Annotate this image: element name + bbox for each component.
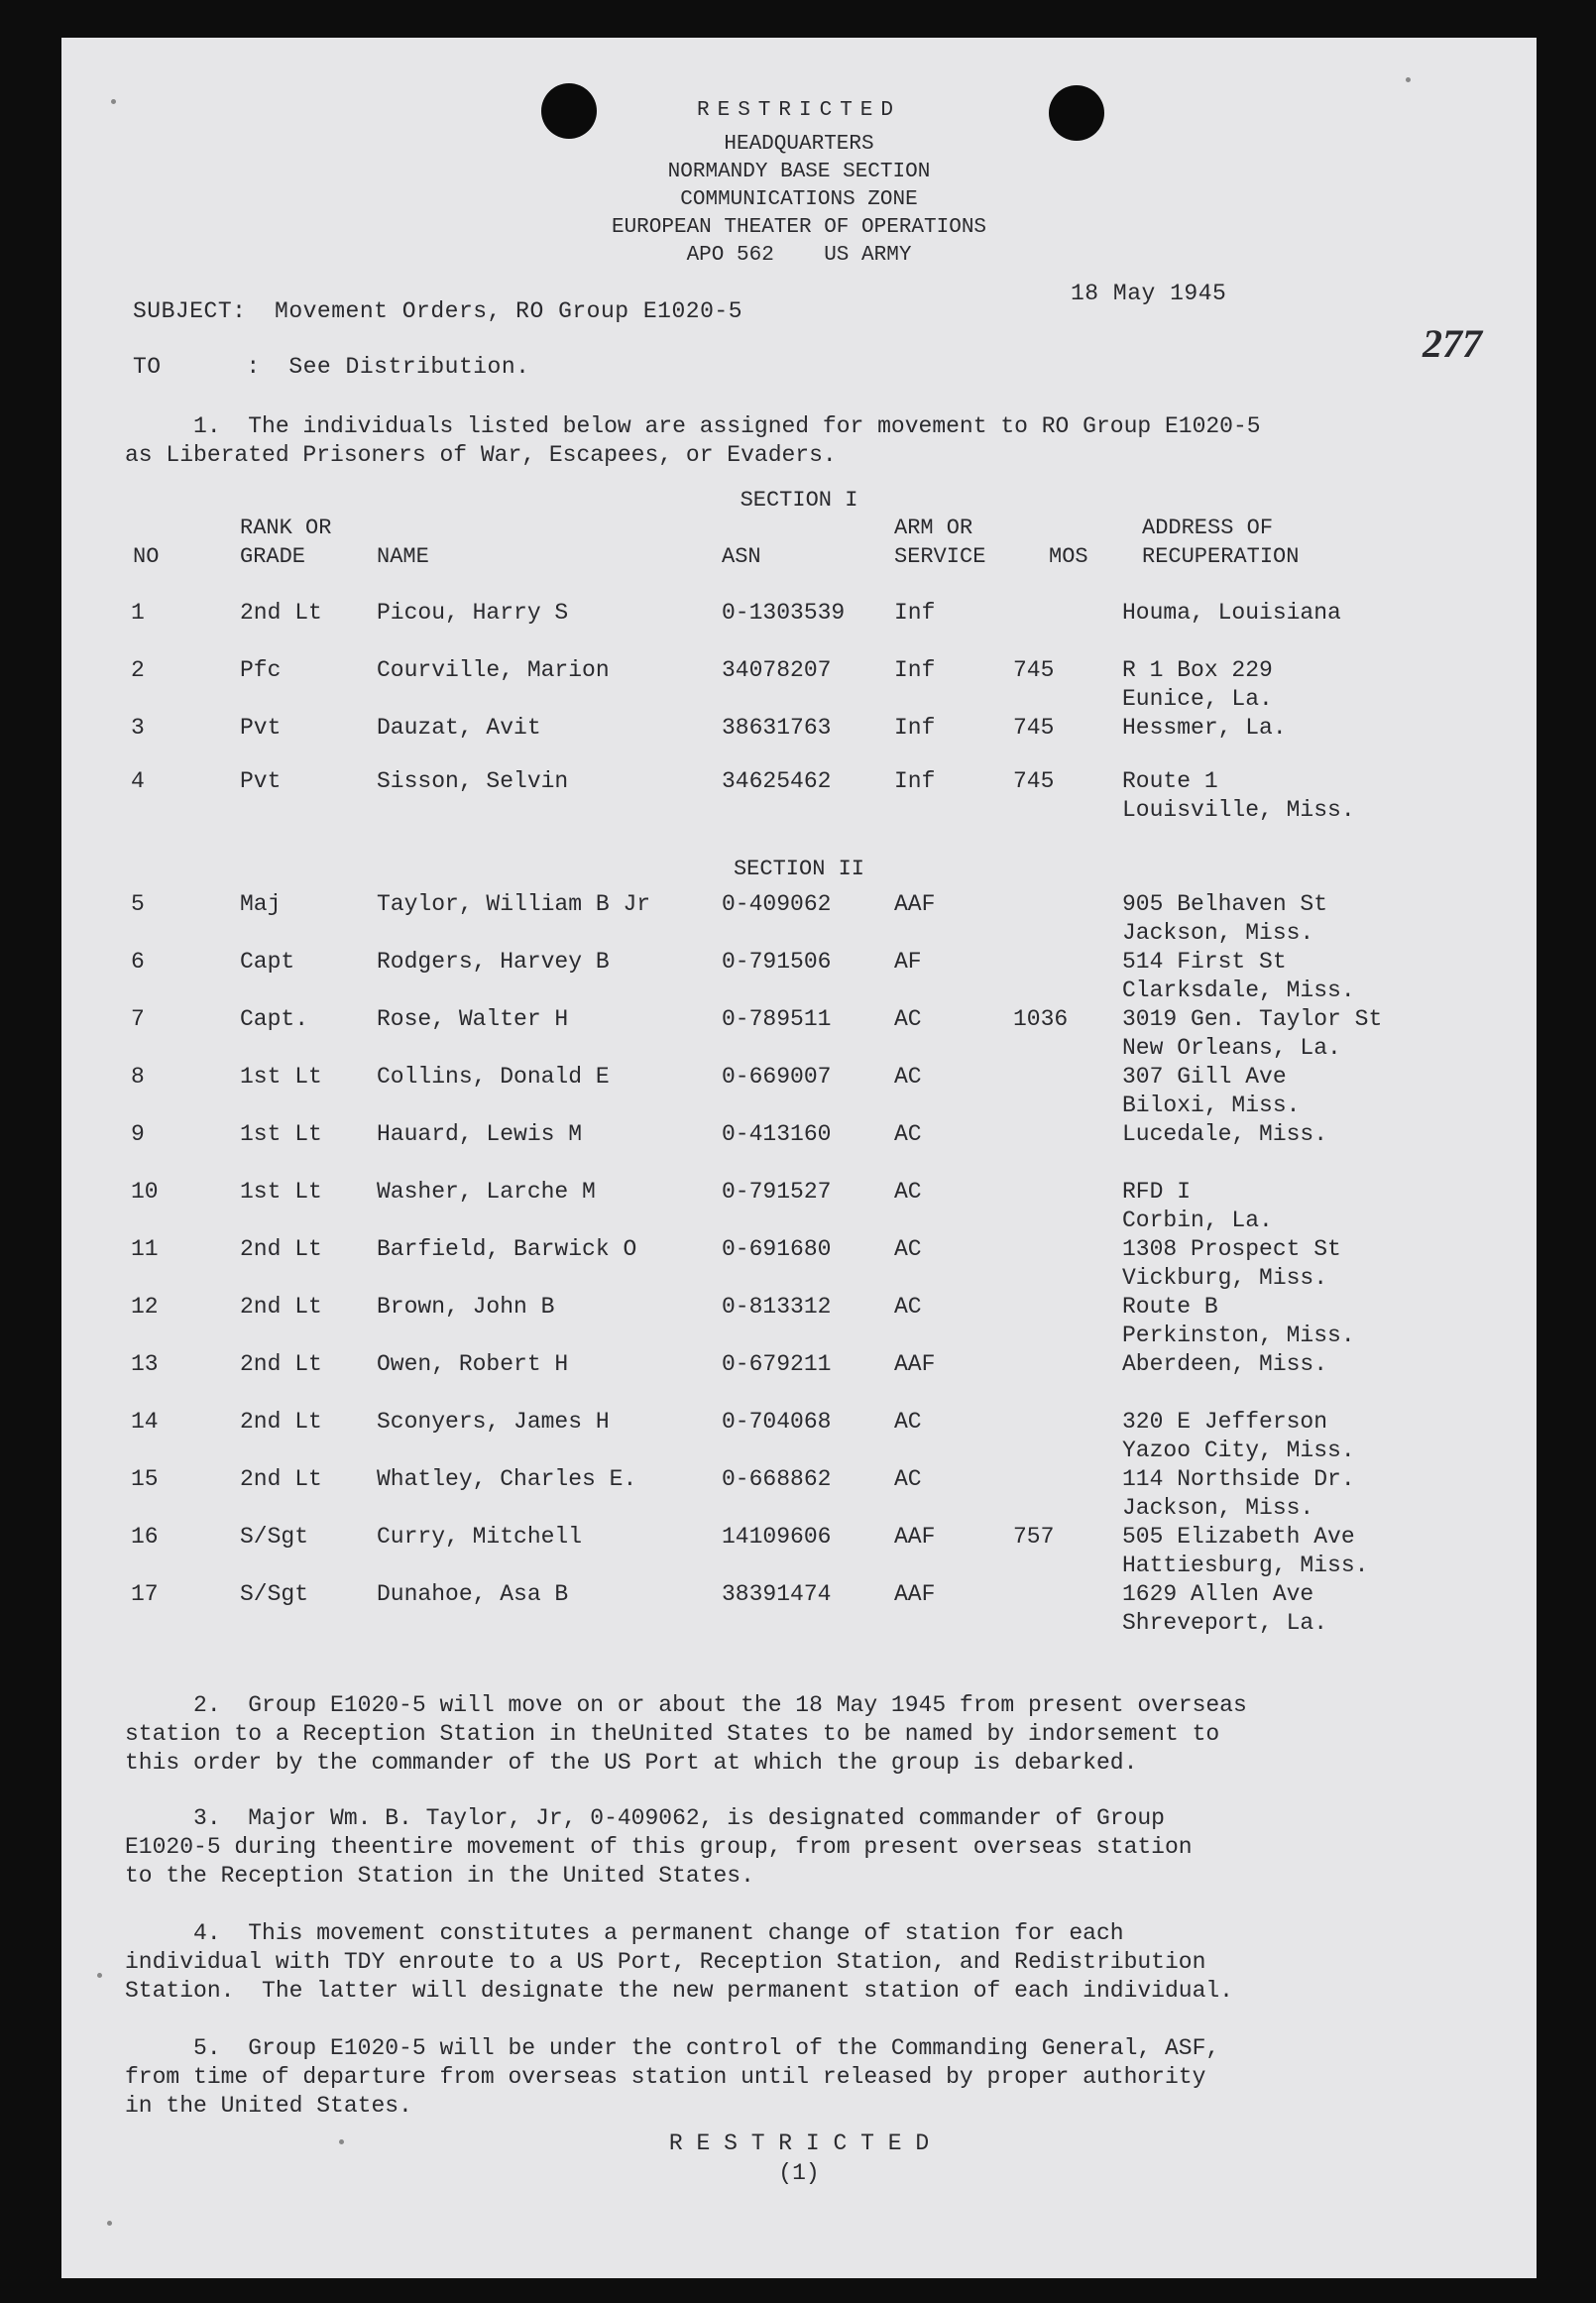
table-row — [61, 1293, 1537, 1352]
row-name: Picou, Harry S — [377, 600, 569, 626]
row-number: 15 — [131, 1466, 159, 1492]
row-name: Barfield, Barwick O — [377, 1236, 637, 1262]
row-rank: 2nd Lt — [240, 1409, 322, 1435]
row-name: Sisson, Selvin — [377, 768, 569, 794]
row-arm: AC — [894, 1236, 922, 1262]
row-rank: Capt — [240, 949, 295, 975]
row-asn: 0-813312 — [722, 1294, 832, 1320]
row-arm: Inf — [894, 657, 936, 683]
row-address: 905 Belhaven St Jackson, Miss. — [1122, 891, 1328, 946]
row-rank: 2nd Lt — [240, 600, 322, 626]
row-number: 2 — [131, 657, 145, 683]
col-header-name: NAME — [377, 544, 429, 569]
row-rank: Pvt — [240, 768, 282, 794]
row-address: Houma, Louisiana — [1122, 600, 1341, 626]
row-arm: AAF — [894, 891, 936, 917]
row-rank: 1st Lt — [240, 1121, 322, 1147]
col-header-arm: ARM OR SERVICE — [894, 516, 986, 569]
to-line: TO : See Distribution. — [133, 354, 530, 380]
header-line: HEADQUARTERS — [724, 133, 874, 156]
row-rank: 1st Lt — [240, 1179, 322, 1205]
row-arm: Inf — [894, 715, 936, 741]
row-number: 5 — [131, 891, 145, 917]
table-row — [61, 948, 1537, 1007]
row-rank: Pvt — [240, 715, 282, 741]
row-asn: 0-669007 — [722, 1064, 832, 1090]
col-header-address: ADDRESS OF RECUPERATION — [1142, 516, 1300, 569]
speck — [107, 2221, 112, 2226]
row-asn: 34625462 — [722, 768, 832, 794]
row-rank: S/Sgt — [240, 1524, 309, 1550]
row-address: Route 1 Louisville, Miss. — [1122, 768, 1355, 823]
col-header-rank: RANK OR GRADE — [240, 516, 332, 569]
row-name: Whatley, Charles E. — [377, 1466, 637, 1492]
row-name: Rose, Walter H — [377, 1006, 569, 1032]
header-line: EUROPEAN THEATER OF OPERATIONS — [611, 216, 987, 239]
classification-top: RESTRICTED — [696, 99, 902, 122]
row-address: Aberdeen, Miss. — [1122, 1351, 1328, 1377]
row-asn: 0-791506 — [722, 949, 832, 975]
section-2-title: SECTION II — [733, 857, 865, 881]
row-mos: 1036 — [1013, 1006, 1069, 1032]
row-number: 6 — [131, 949, 145, 975]
row-number: 8 — [131, 1064, 145, 1090]
row-name: Rodgers, Harvey B — [377, 949, 610, 975]
col-header-asn: ASN — [722, 544, 761, 569]
row-address: 1629 Allen Ave Shreveport, La. — [1122, 1581, 1328, 1636]
row-name: Courville, Marion — [377, 657, 610, 683]
row-arm: AAF — [894, 1581, 936, 1607]
row-number: 4 — [131, 768, 145, 794]
row-rank: 2nd Lt — [240, 1294, 322, 1320]
header-line: COMMUNICATIONS ZONE — [680, 188, 918, 211]
row-name: Brown, John B — [377, 1294, 555, 1320]
table-row — [61, 1235, 1537, 1295]
row-number: 3 — [131, 715, 145, 741]
subject-line: SUBJECT: Movement Orders, RO Group E1020-5 — [133, 298, 742, 324]
document-date: 18 May 1945 — [1071, 281, 1227, 306]
row-address: 320 E Jefferson Yazoo City, Miss. — [1122, 1409, 1355, 1463]
row-arm: AC — [894, 1466, 922, 1492]
row-asn: 0-791527 — [722, 1179, 832, 1205]
table-row — [61, 1580, 1537, 1640]
classification-bottom: R E S T R I C T E D — [668, 2130, 930, 2156]
paragraph-4: 4. This movement constitutes a permanent change of station for each individual with TDY enroute to a US Port, Reception Station, and Redistribution Station. The latter will designate the new permanent station of each individual. — [125, 1920, 1233, 2004]
row-address: R 1 Box 229 Eunice, La. — [1122, 657, 1273, 712]
row-asn: 0-413160 — [722, 1121, 832, 1147]
row-name: Taylor, William B Jr — [377, 891, 651, 917]
row-asn: 38391474 — [722, 1581, 832, 1607]
header-line: NORMANDY BASE SECTION — [667, 161, 931, 183]
row-asn: 0-1303539 — [722, 600, 846, 626]
row-asn: 0-704068 — [722, 1409, 832, 1435]
row-name: Dauzat, Avit — [377, 715, 541, 741]
row-address: 505 Elizabeth Ave Hattiesburg, Miss. — [1122, 1524, 1369, 1578]
row-mos: 757 — [1013, 1524, 1055, 1550]
row-rank: 2nd Lt — [240, 1236, 322, 1262]
row-rank: S/Sgt — [240, 1581, 309, 1607]
row-arm: AC — [894, 1006, 922, 1032]
row-address: 307 Gill Ave Biloxi, Miss. — [1122, 1064, 1301, 1118]
table-row — [61, 1120, 1537, 1180]
col-header-no: NO — [133, 544, 160, 569]
row-asn: 38631763 — [722, 715, 832, 741]
row-name: Hauard, Lewis M — [377, 1121, 583, 1147]
row-rank: 2nd Lt — [240, 1466, 322, 1492]
table-row — [61, 1005, 1537, 1065]
section-1-title: SECTION I — [740, 488, 858, 513]
col-header-mos: MOS — [1049, 544, 1088, 569]
row-name: Sconyers, James H — [377, 1409, 610, 1435]
row-number: 11 — [131, 1236, 159, 1262]
table-row — [61, 1408, 1537, 1467]
row-arm: AF — [894, 949, 922, 975]
row-arm: AC — [894, 1064, 922, 1090]
row-address: RFD I Corbin, La. — [1122, 1179, 1273, 1233]
row-number: 14 — [131, 1409, 159, 1435]
paragraph-1: 1. The individuals listed below are assigned for movement to RO Group E1020-5 as Liberated Prisoners of War, Escapees, or Evaders. — [125, 413, 1261, 468]
row-mos: 745 — [1013, 657, 1055, 683]
row-number: 10 — [131, 1179, 159, 1205]
row-number: 16 — [131, 1524, 159, 1550]
row-number: 17 — [131, 1581, 159, 1607]
row-arm: Inf — [894, 600, 936, 626]
row-address: Lucedale, Miss. — [1122, 1121, 1328, 1147]
row-number: 13 — [131, 1351, 159, 1377]
row-arm: AC — [894, 1409, 922, 1435]
table-row — [61, 714, 1537, 773]
row-name: Dunahoe, Asa B — [377, 1581, 569, 1607]
row-address: 114 Northside Dr. Jackson, Miss. — [1122, 1466, 1355, 1521]
speck — [97, 1973, 102, 1978]
row-name: Owen, Robert H — [377, 1351, 569, 1377]
row-asn: 34078207 — [722, 657, 832, 683]
row-address: Hessmer, La. — [1122, 715, 1287, 741]
document-number: 277 — [1423, 321, 1482, 366]
row-rank: Maj — [240, 891, 282, 917]
paragraph-5: 5. Group E1020-5 will be under the control of the Commanding General, ASF, from time of departure from overseas station until released by proper authority in the United States. — [125, 2035, 1220, 2119]
table-row — [61, 1465, 1537, 1525]
row-asn: 0-691680 — [722, 1236, 832, 1262]
row-name: Collins, Donald E — [377, 1064, 610, 1090]
row-asn: 14109606 — [722, 1524, 832, 1550]
speck — [1406, 77, 1411, 82]
row-address: Route B Perkinston, Miss. — [1122, 1294, 1355, 1348]
row-number: 1 — [131, 600, 145, 626]
paragraph-3: 3. Major Wm. B. Taylor, Jr, 0-409062, is designated commander of Group E1020-5 during theentire movement of this group, from present overseas station to the Reception Station in the United States. — [125, 1805, 1193, 1889]
row-number: 7 — [131, 1006, 145, 1032]
row-asn: 0-668862 — [722, 1466, 832, 1492]
table-row — [61, 767, 1537, 827]
table-row — [61, 890, 1537, 950]
row-name: Curry, Mitchell — [377, 1524, 583, 1550]
row-arm: AC — [894, 1121, 922, 1147]
table-row — [61, 656, 1537, 716]
row-rank: 1st Lt — [240, 1064, 322, 1090]
table-row — [61, 1063, 1537, 1122]
row-rank: Pfc — [240, 657, 282, 683]
table-row — [61, 1178, 1537, 1237]
row-name: Washer, Larche M — [377, 1179, 596, 1205]
row-asn: 0-789511 — [722, 1006, 832, 1032]
row-address: 3019 Gen. Taylor St New Orleans, La. — [1122, 1006, 1383, 1061]
page-number: (1) — [778, 2160, 820, 2186]
row-address: 514 First St Clarksdale, Miss. — [1122, 949, 1355, 1003]
paragraph-2: 2. Group E1020-5 will move on or about the 18 May 1945 from present overseas station to a Reception Station in theUnited States to be named by indorsement to this order by the commander of the US Port at which the group is debarked. — [125, 1692, 1247, 1776]
table-row — [61, 599, 1537, 658]
row-arm: AAF — [894, 1524, 936, 1550]
row-arm: AAF — [894, 1351, 936, 1377]
row-asn: 0-679211 — [722, 1351, 832, 1377]
row-mos: 745 — [1013, 768, 1055, 794]
row-number: 9 — [131, 1121, 145, 1147]
table-row — [61, 1350, 1537, 1410]
row-rank: Capt. — [240, 1006, 309, 1032]
row-asn: 0-409062 — [722, 891, 832, 917]
row-number: 12 — [131, 1294, 159, 1320]
document-page — [61, 38, 1537, 2278]
header-line: APO 562 US ARMY — [686, 244, 912, 267]
row-address: 1308 Prospect St Vickburg, Miss. — [1122, 1236, 1341, 1291]
row-mos: 745 — [1013, 715, 1055, 741]
row-arm: Inf — [894, 768, 936, 794]
row-rank: 2nd Lt — [240, 1351, 322, 1377]
row-arm: AC — [894, 1294, 922, 1320]
row-arm: AC — [894, 1179, 922, 1205]
table-row — [61, 1523, 1537, 1582]
